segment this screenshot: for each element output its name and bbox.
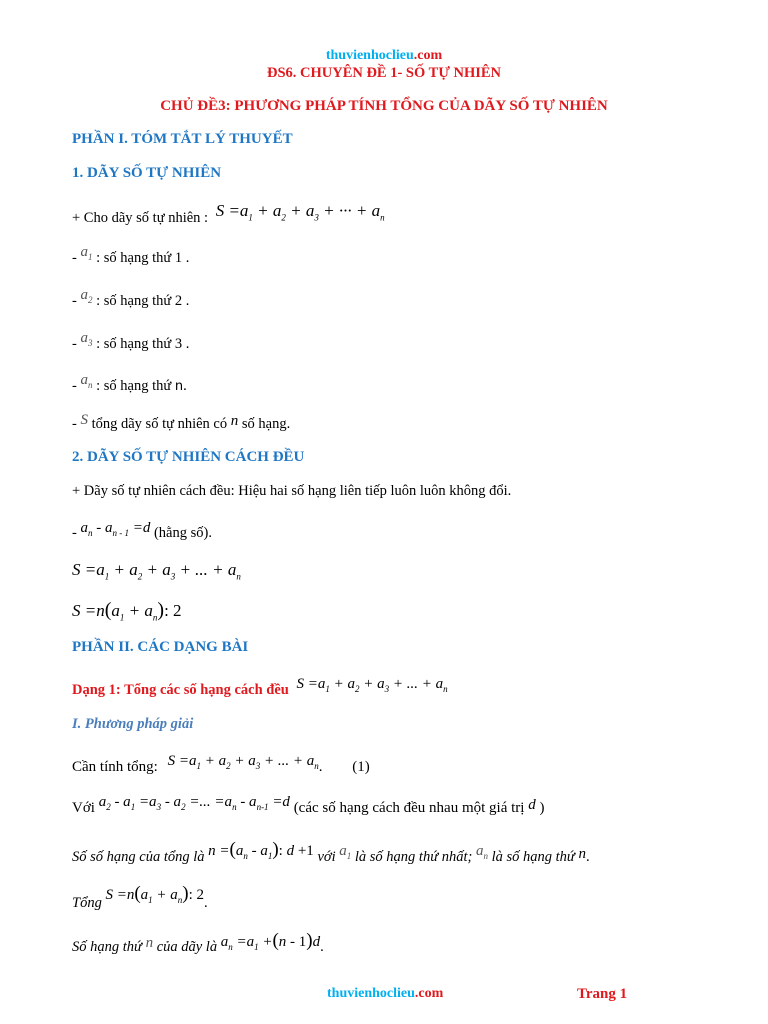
differences-formula: $a_2 - a_1 =a_3 - a_2$ =... $=a_n - a_{n-1} =d$ xyxy=(98,794,290,812)
sum-formula-line: Tổng $S =n(a_1 + a_n)$: 2. xyxy=(72,883,208,911)
with-difference-line: Với $a_2 - a_1 =a_3 - a_2$ =... $=a_n - a_{n-1} =d$ (các số hạng cách đều nhau một giá trị d ) xyxy=(72,794,545,816)
nth-term-formula: $a_n =a_1 +(n - 1)d$ xyxy=(220,930,321,952)
term-item-n: - $a_n$ : số hạng thứ n. xyxy=(72,372,187,394)
section2-heading: 2. DÃY SỐ TỰ NHIÊN CÁCH ĐỀU xyxy=(72,449,305,465)
sequence-sum-formula: $S =a_1 + a_2 + a_3$ + ··· + $a_n$ xyxy=(215,201,385,223)
term-symbol: $a_1$ xyxy=(80,244,93,262)
sequence-intro xyxy=(72,201,385,228)
nth-term-line: Số hạng thứ n của dãy là $a_n =a_1 +(n - 1)d$. xyxy=(72,930,324,955)
part2-heading: PHẦN II. CÁC DẠNG BÀI xyxy=(72,639,249,655)
term-item-2: - $a_2$ : số hạng thứ 2 . xyxy=(72,287,190,309)
arithmetic-sum-formula: $S =a_1 + a_2 + a_3$ + ... + $a_n$ xyxy=(72,560,241,582)
type1-heading xyxy=(72,676,448,700)
arithmetic-sum-result: $S =n(a_1 + a_n)$: 2 xyxy=(72,599,182,623)
site-name-main: thuvienhoclieu xyxy=(325,48,414,63)
part1-heading: PHẦN I. TÓM TẮT LÝ THUYẾT xyxy=(72,131,293,147)
section1-heading: 1. DÃY SỐ TỰ NHIÊN xyxy=(72,165,222,181)
sequence-intro-text: + Cho dãy số tự nhiên : xyxy=(72,210,209,226)
common-difference: - $a_n - a_{n - 1} =d$ (hằng số). xyxy=(72,520,212,541)
term-symbol: $a_2$ xyxy=(80,287,93,305)
term-count-line: Số số hạng của tổng là $n =(a_n - a_1)$: d +1 với $a_1$ là số hạng thứ nhất; $a_n$ là số hạng thứ n. xyxy=(72,839,590,865)
term-description: : số hạng thứ 3 . xyxy=(96,336,190,352)
sum-symbol: S xyxy=(80,412,88,428)
difference-formula: $a_n - a_{n - 1} =d$ xyxy=(80,520,151,538)
topic-title: CHỦ ĐỀ3: PHƯƠNG PHÁP TÍNH TỔNG CỦA DÃY SỐ TỰ NHIÊN xyxy=(160,98,608,114)
footer-site-name: thuvienhoclieu.com xyxy=(327,986,444,1001)
header-site-name xyxy=(0,48,768,64)
term-description: : số hạng thứ 2 . xyxy=(96,293,190,309)
term-description: : số hạng thứ 1 . xyxy=(96,250,190,266)
document-title: ĐS6. CHUYÊN ĐỀ 1- SỐ TỰ NHIÊN xyxy=(266,65,502,81)
equation-number: (1) xyxy=(352,759,370,775)
need-sum-line: Cần tính tổng: $S =a_1 + a_2 + a_3$ + ... + $a_n$. (1) xyxy=(72,753,370,775)
term-symbol: $a_3$ xyxy=(80,330,93,348)
page-number: Trang 1 xyxy=(577,986,628,1002)
type1-formula: $S =a_1 + a_2 + a_3$ + ... + $a_n$ xyxy=(296,676,448,694)
need-sum-formula: $S =a_1 + a_2 + a_3$ + ... + $a_n$ xyxy=(167,753,319,771)
term-item-3: - $a_3$ : số hạng thứ 3 . xyxy=(72,330,190,352)
site-name-domain: .com xyxy=(413,48,443,63)
term-description: : số hạng thứ xyxy=(96,378,172,394)
method-heading: I. Phương pháp giải xyxy=(72,716,194,732)
term-count-formula: $n =(a_n - a_1)$: d +1 xyxy=(208,839,314,861)
sum-formula: $S =n(a_1 + a_n)$: 2 xyxy=(105,883,205,905)
type1-label: Dạng 1: Tổng các số hạng cách đều xyxy=(72,682,289,698)
term-item-1: - $a_1$ : số hạng thứ 1 . xyxy=(72,244,190,266)
sum-definition: - S tổng dãy số tự nhiên có n số hạng. xyxy=(72,412,291,432)
term-symbol: $a_n$ xyxy=(80,372,93,390)
arithmetic-intro: + Dãy số tự nhiên cách đều: Hiệu hai số hạng liên tiếp luôn luôn không đổi. xyxy=(72,483,512,499)
